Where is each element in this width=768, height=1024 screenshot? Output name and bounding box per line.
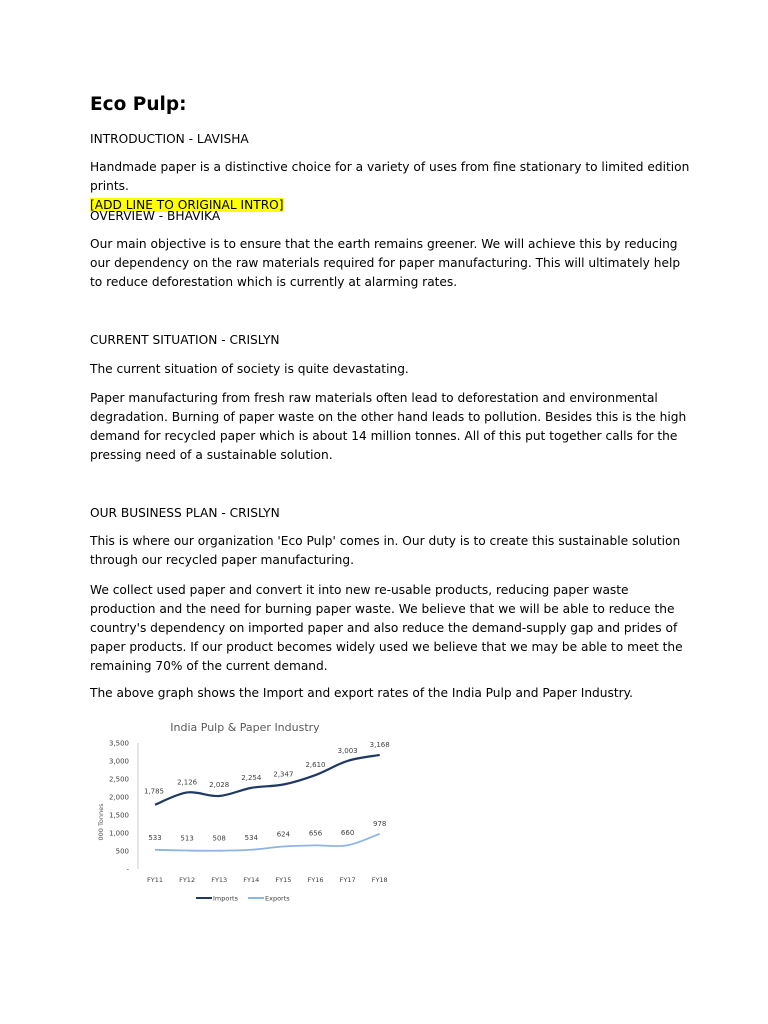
data-labels [144,741,390,843]
current-situation-heading: CURRENT SITUATION - CRISLYN [90,333,280,347]
data-label: 2,254 [241,773,262,782]
data-label: 2,610 [305,761,326,770]
y-tick-label: 3,500 [108,739,129,748]
x-tick-label: FY13 [211,876,228,884]
y-tick-label: 3,000 [108,757,129,766]
x-axis-ticks [147,876,388,884]
chart-title: India Pulp & Paper Industry [170,721,320,734]
y-tick-label: - [126,865,129,874]
data-label: 624 [276,830,291,839]
business-plan-paragraph-2: We collect used paper and convert it into new re-usable products, reducing paper waste production and the need for burning paper waste. We believe that we will be able to reduce the country's dependency on imported paper and also reduce the demand-supply gap and prides of paper products. If our product becomes widely used we believe that we may be able to meet the remaining 70% of the current demand. [90,583,683,673]
x-tick-label: FY17 [339,876,356,884]
x-tick-label: FY15 [275,876,292,884]
data-label: 513 [180,834,194,843]
data-label: 508 [212,834,226,843]
y-axis-ticks [109,740,130,874]
data-label: 3,003 [337,746,358,755]
x-tick-label: FY18 [371,876,388,884]
x-tick-label: FY16 [307,876,324,884]
data-label: 2,028 [209,780,230,789]
pulp-paper-line-chart [97,712,420,912]
introduction-text: Handmade paper is a distinctive choice for a variety of uses from fine stationary to limited edition prints. [90,160,690,193]
x-tick-label: FY11 [147,876,163,884]
data-label: 2,126 [177,778,198,787]
x-tick-label: FY14 [243,876,260,884]
current-situation-paragraph-1: The current situation of society is quite devastating. [90,362,409,376]
data-label: 534 [244,833,258,842]
legend-label-exports: Exports [265,894,290,903]
introduction-heading: INTRODUCTION - LAVISHA [90,132,249,146]
y-tick-label: 500 [115,847,129,856]
data-label: 533 [148,833,162,842]
overview-paragraph: Our main objective is to ensure that the earth remains greener. We will achieve this by reducing our dependency on the raw materials required for paper manufacturing. This will ultimately help to reduce deforestation which is currently at alarming rates. [90,237,681,289]
chart-legend [196,895,290,903]
current-situation-paragraph-2: Paper manufacturing from fresh raw materials often lead to deforestation and environmental degradation. Burning of paper waste on the other hand leads to pollution. Besides this is the high demand for recycled paper which is about 14 million tonnes. All of this put together calls for the pressing need of a sustainable solution. [90,391,687,462]
data-label: 978 [373,819,387,828]
y-tick-label: 1,000 [108,829,129,838]
document-title: Eco Pulp: [90,94,187,115]
data-label: 1,785 [143,787,165,796]
y-tick-label: 2,500 [108,775,129,784]
y-tick-label: 1,500 [108,811,129,820]
business-plan-heading: OUR BUSINESS PLAN - CRISLYN [90,506,280,520]
introduction-highlight-note: [ADD LINE TO ORIGINAL INTRO] [90,198,284,212]
x-tick-label: FY12 [179,876,196,884]
y-axis-label: 000 Tonnes [97,803,105,841]
data-label: 656 [308,829,323,838]
data-label: 660 [340,829,355,838]
overview-heading: OVERVIEW - BHAVIKA [90,209,221,223]
y-tick-label: 2,000 [108,793,129,802]
business-plan-paragraph-1: This is where our organization 'Eco Pulp' comes in. Our duty is to create this sustainable solution through our recycled paper manufacturing. [90,534,681,567]
data-label: 2,347 [273,770,294,779]
graph-caption: The above graph shows the Import and export rates of the India Pulp and Paper Industry. [90,686,633,700]
legend-label-imports: Imports [213,894,238,903]
data-label: 3,168 [369,740,390,749]
